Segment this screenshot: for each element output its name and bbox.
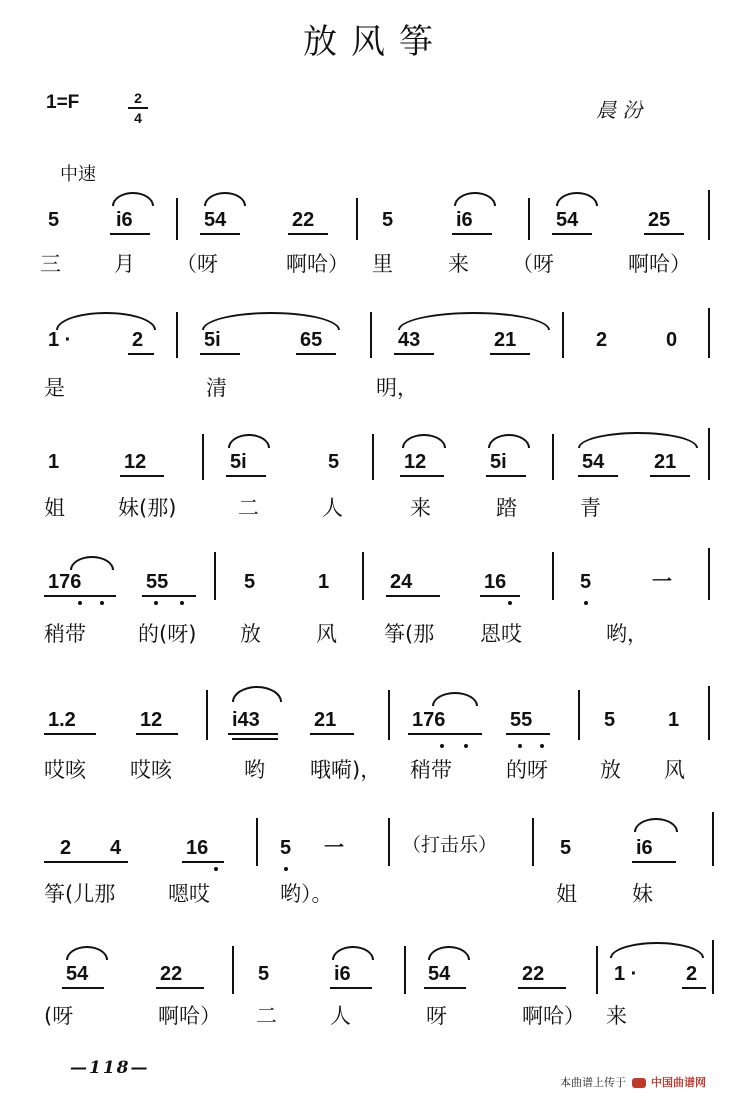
lyric: 放 [240, 622, 261, 646]
octave-dot [540, 744, 544, 748]
octave-dot [180, 601, 184, 605]
time-signature [128, 90, 148, 126]
barline [404, 946, 406, 994]
lyric: 哟 [244, 758, 265, 782]
barline [708, 190, 710, 240]
lyric: 呀 [426, 1004, 447, 1028]
note-group: 4 [110, 837, 122, 859]
note-group: 16 [484, 571, 507, 593]
note-group: 12 [124, 451, 147, 473]
note-group: i6 [456, 209, 473, 231]
upload-footer [560, 1074, 706, 1090]
octave-dot [284, 867, 288, 871]
underline-beam [632, 861, 676, 863]
note-group: 22 [522, 963, 545, 985]
lyric: 啊哈） [522, 1004, 585, 1028]
note-group: 54 [556, 209, 579, 231]
lyric: 姐 [44, 496, 65, 520]
page-number: —118— [70, 1058, 150, 1078]
note-group: 0 [666, 329, 678, 351]
underline-beam [110, 233, 150, 235]
barline [552, 552, 554, 600]
barline [370, 312, 372, 358]
barline [596, 946, 598, 994]
underline-beam [142, 595, 196, 597]
note-group: 25 [648, 209, 671, 231]
note-group: 1.2 [48, 709, 76, 731]
slur [556, 192, 598, 206]
barline [356, 198, 358, 240]
octave-dot [154, 601, 158, 605]
note-group: 2 [686, 963, 698, 985]
lyric: 踏 [496, 496, 517, 520]
barline [562, 312, 564, 358]
octave-dot [508, 601, 512, 605]
note-group: 43 [398, 329, 421, 351]
slur [66, 946, 108, 960]
underline-beam [44, 733, 96, 735]
slur [56, 312, 156, 330]
footer-site-link[interactable]: 中国曲谱网 [651, 1076, 706, 1089]
barline [202, 434, 204, 480]
lyric: 风 [664, 758, 685, 782]
barline [708, 686, 710, 740]
note-group: 5i [490, 451, 507, 473]
note-group: 一 [324, 837, 344, 859]
note-group: 54 [428, 963, 451, 985]
barline [708, 548, 710, 600]
slur [454, 192, 496, 206]
percussion-marking: （打击乐） [402, 835, 498, 856]
lyric: 妹(那) [118, 496, 177, 520]
underline-beam [400, 475, 444, 477]
octave-dot [464, 744, 468, 748]
note-group: 5 [244, 571, 256, 593]
barline [372, 434, 374, 480]
note-group: i6 [636, 837, 653, 859]
lyric: 放 [600, 758, 621, 782]
underline-beam [490, 353, 530, 355]
slur [402, 434, 446, 448]
note-group: 21 [654, 451, 677, 473]
lyric: 来 [448, 252, 469, 276]
note-group: 5 [328, 451, 340, 473]
slur [202, 312, 340, 330]
note-group: 12 [404, 451, 427, 473]
note-group: 54 [582, 451, 605, 473]
barline [362, 552, 364, 600]
barline [552, 434, 554, 480]
lyric: 筝(儿那 [44, 882, 116, 906]
underline-beam [650, 475, 690, 477]
underline-beam [424, 987, 466, 989]
note-group: 2 [596, 329, 608, 351]
octave-dot [518, 744, 522, 748]
lyric: 妹 [632, 882, 653, 906]
underline-beam [288, 233, 328, 235]
slur [70, 556, 114, 570]
footer-prefix: 本曲谱上传于 [560, 1076, 626, 1089]
underline-beam [480, 595, 520, 597]
slur [488, 434, 530, 448]
note-group: 55 [146, 571, 169, 593]
underline-beam [226, 475, 266, 477]
octave-dot [214, 867, 218, 871]
lyric: 哦嗬)， [310, 758, 382, 782]
lyric: 月 [114, 252, 135, 276]
underline-beam [200, 353, 240, 355]
note-group: 65 [300, 329, 323, 351]
lyric: 人 [330, 1004, 351, 1028]
lyric: 恩哎 [480, 622, 522, 646]
underline-beam [136, 733, 178, 735]
underline-beam [394, 353, 434, 355]
underline-beam [552, 233, 592, 235]
lyric: (呀 [44, 1004, 74, 1028]
barline [708, 308, 710, 358]
underline-beam [232, 738, 278, 740]
barline [176, 312, 178, 358]
underline-beam [156, 987, 204, 989]
note-group: i6 [334, 963, 351, 985]
barline [712, 812, 714, 866]
underline-beam [128, 353, 154, 355]
note-group: 2 [132, 329, 144, 351]
slur [332, 946, 374, 960]
slur [634, 818, 678, 832]
time-signature-top: 2 [134, 90, 142, 106]
lyric: 来 [410, 496, 431, 520]
lyric: 二 [256, 1004, 277, 1028]
tempo-marking: 中速 [60, 164, 96, 185]
underline-beam [518, 987, 566, 989]
lyric: 啊哈） [628, 252, 691, 276]
lyric: 啊哈） [158, 1004, 221, 1028]
slur [232, 686, 282, 702]
time-signature-bar [128, 107, 148, 109]
lyric: 哎咳 [130, 758, 172, 782]
underline-beam [682, 987, 706, 989]
octave-dot [440, 744, 444, 748]
barline [388, 818, 390, 866]
slur [112, 192, 154, 206]
underline-beam [296, 353, 336, 355]
slur [428, 946, 470, 960]
underline-beam [228, 733, 278, 735]
site-logo-icon [632, 1078, 646, 1088]
octave-dot [584, 601, 588, 605]
lyric: 人 [322, 496, 343, 520]
note-group: 21 [314, 709, 337, 731]
note-group: 5 [604, 709, 616, 731]
lyric: 二 [238, 496, 259, 520]
note-group: i43 [232, 709, 260, 731]
note-group: 22 [292, 209, 315, 231]
barline [206, 690, 208, 740]
note-group: 54 [66, 963, 89, 985]
lyric: 清 [206, 376, 227, 400]
underline-beam [200, 233, 240, 235]
note-group: 12 [140, 709, 163, 731]
lyric: 哟， [606, 622, 648, 646]
lyric: 哟）。 [280, 882, 333, 906]
barline [528, 198, 530, 240]
underline-beam [408, 733, 482, 735]
underline-beam [120, 475, 164, 477]
note-group: 176 [48, 571, 82, 593]
underline-beam [578, 475, 618, 477]
key-signature: 1=F [46, 92, 80, 113]
barline [232, 946, 234, 994]
note-group: 16 [186, 837, 209, 859]
barline [708, 428, 710, 480]
lyric: 姐 [556, 882, 577, 906]
barline [532, 818, 534, 866]
note-group: 5 [258, 963, 270, 985]
octave-dot [100, 601, 104, 605]
lyric: 稍带 [44, 622, 86, 646]
lyric: 嗯哎 [168, 882, 210, 906]
lyric: 来 [606, 1004, 627, 1028]
note-group: 21 [494, 329, 517, 351]
lyric: 青 [580, 496, 601, 520]
lyric: 啊哈） [286, 252, 349, 276]
note-group: 1 · [614, 963, 638, 985]
underline-beam [182, 861, 224, 863]
slur [228, 434, 270, 448]
lyric: 里 [372, 252, 393, 276]
note-group: 24 [390, 571, 413, 593]
note-group: 5 [48, 209, 60, 231]
slur [578, 432, 698, 448]
barline [176, 198, 178, 240]
barline [256, 818, 258, 866]
note-group: 5 [560, 837, 572, 859]
barline [214, 552, 216, 600]
lyric: 筝(那 [384, 622, 435, 646]
lyric: （呀 [512, 252, 554, 276]
lyric: 是 [44, 376, 65, 400]
note-group: 1 [668, 709, 680, 731]
note-group: i6 [116, 209, 133, 231]
note-group: 1 [318, 571, 330, 593]
composer-name: 晨 汾 [596, 98, 643, 122]
note-group: 5i [204, 329, 221, 351]
lyric: 的呀 [506, 758, 548, 782]
slur [398, 312, 550, 330]
note-group: 54 [204, 209, 227, 231]
underline-beam [44, 861, 128, 863]
slur [610, 942, 704, 958]
barline [712, 940, 714, 994]
underline-beam [330, 987, 372, 989]
lyric: 三 [40, 252, 61, 276]
note-group: 5 [280, 837, 292, 859]
lyric: 哎咳 [44, 758, 86, 782]
lyric: 明， [376, 376, 418, 400]
lyric: （呀 [176, 252, 218, 276]
underline-beam [44, 595, 116, 597]
time-signature-bottom: 4 [134, 110, 142, 126]
underline-beam [452, 233, 492, 235]
note-group: 55 [510, 709, 533, 731]
note-group: 22 [160, 963, 183, 985]
octave-dot [78, 601, 82, 605]
lyric: 的(呀) [138, 622, 197, 646]
underline-beam [644, 233, 684, 235]
note-group: 5 [382, 209, 394, 231]
note-group: 5 [580, 571, 592, 593]
note-group: 1 [48, 451, 60, 473]
underline-beam [62, 987, 104, 989]
slur [204, 192, 246, 206]
song-title: 放风筝 [303, 22, 447, 62]
note-group: 1 · [48, 329, 72, 351]
slur [432, 692, 478, 706]
underline-beam [486, 475, 526, 477]
note-group: 5i [230, 451, 247, 473]
note-group: 2 [60, 837, 72, 859]
lyric: 稍带 [410, 758, 452, 782]
underline-beam [310, 733, 354, 735]
note-group: 176 [412, 709, 446, 731]
note-group: 一 [652, 571, 672, 593]
barline [578, 690, 580, 740]
barline [388, 690, 390, 740]
underline-beam [506, 733, 550, 735]
lyric: 风 [316, 622, 337, 646]
underline-beam [386, 595, 440, 597]
